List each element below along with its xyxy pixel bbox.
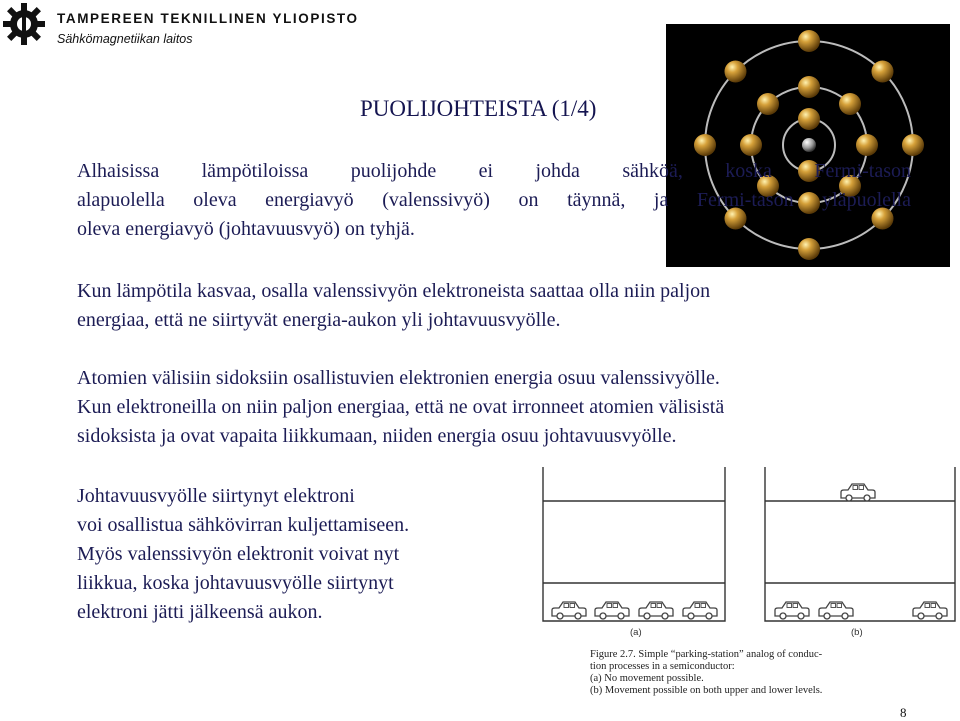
car-icon (775, 602, 809, 619)
text-line: elektroni jätti jälkeensä aukon. (77, 601, 323, 623)
text-line: voi osallistua sähkövirran kuljettamiseen. (77, 514, 410, 536)
caption-line: tion processes in a semiconductor: (590, 661, 735, 672)
car-icon (595, 602, 629, 619)
electron-ball (839, 93, 861, 115)
car-icon (913, 602, 947, 619)
electron-ball (798, 108, 820, 130)
university-name: TAMPEREEN TEKNILLINEN YLIOPISTO (57, 11, 359, 26)
electron-ball (798, 30, 820, 52)
text-line: liikkua, koska johtavuusvyölle siirtynyt (77, 572, 394, 594)
electron-ball (902, 134, 924, 156)
electron-ball (740, 134, 762, 156)
text-line: Atomien välisiin sidoksiin osallistuvien elektronien energia osuu valenssivyölle. (77, 367, 720, 389)
car-icon (841, 484, 875, 501)
figure-caption (590, 649, 822, 697)
electron-ball (725, 61, 747, 83)
car-icon (819, 602, 853, 619)
text-line: energiaa, että ne siirtyvät energia-aukon yli johtavuusvyölle. (77, 309, 561, 331)
text-line: Kun lämpötila kasvaa, osalla valenssivyön elektroneista saattaa olla niin paljon (77, 280, 711, 302)
atom-nucleus (802, 138, 816, 152)
electron-ball (798, 76, 820, 98)
car-icon (683, 602, 717, 619)
caption-line: (b) Movement possible on both upper and lower levels. (590, 685, 823, 696)
panel-b-label: (b) (851, 627, 863, 638)
electron-ball (872, 61, 894, 83)
electron-ball (757, 93, 779, 115)
paragraph-low-temperature (77, 157, 911, 244)
page-number: 8 (900, 705, 907, 720)
paragraph-conduction-electron (77, 482, 517, 627)
electron-ball (694, 134, 716, 156)
text-line: sidoksista ja ovat vapaita liikkumaan, niiden energia osuu johtavuusvyölle. (77, 425, 677, 447)
paragraph-bonding-electrons (77, 364, 911, 451)
text-line: Johtavuusvyölle siirtynyt elektroni (77, 485, 355, 507)
caption-line: (a) No movement possible. (590, 673, 704, 684)
text-line: alapuolella oleva energiavyö (valenssivyö) on täynnä, ja Fermi-tason yläpuolella (77, 189, 911, 211)
text-line: oleva energiavyö (johtavuusvyö) on tyhjä. (77, 218, 415, 240)
caption-line: Figure 2.7. Simple “parking-station” analog of conduc- (590, 649, 823, 660)
department-name: Sähkömagnetiikan laitos (57, 32, 193, 46)
car-icon (552, 602, 586, 619)
university-gear-logo-icon (2, 2, 46, 46)
electron-ball (856, 134, 878, 156)
panel-a-label: (a) (630, 627, 642, 638)
car-icon (639, 602, 673, 619)
text-line: Alhaisissa lämpötiloissa puolijohde ei johda sähköä, koska Fermi-tason (77, 160, 911, 182)
slide-title: PUOLIJOHTEISTA (1/4) (360, 96, 597, 121)
text-line: Myös valenssivyön elektronit voivat nyt (77, 543, 400, 565)
text-line: Kun elektroneilla on niin paljon energiaa, että ne ovat irronneet atomien välisistä (77, 396, 725, 418)
paragraph-temperature-rise (77, 277, 911, 335)
